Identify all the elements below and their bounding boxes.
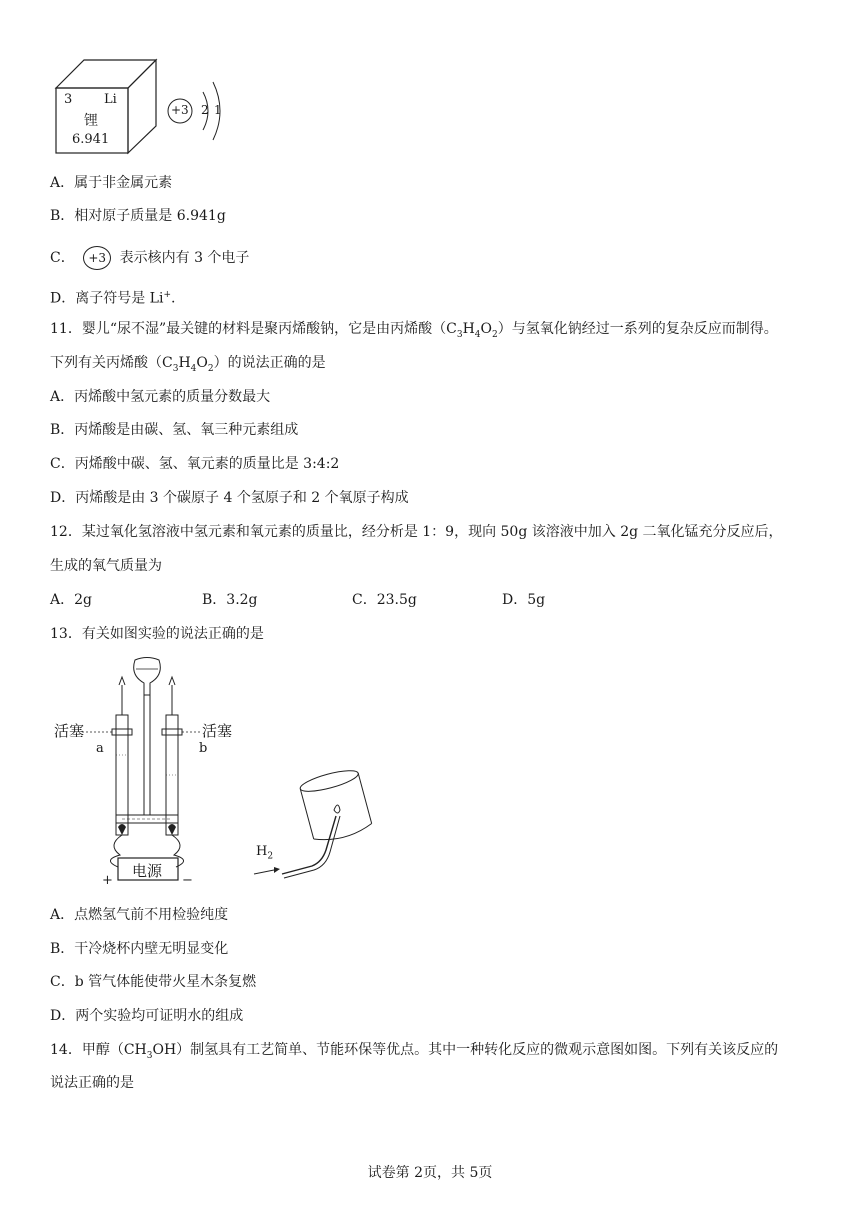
q13-option-b: B．干冷烧杯内壁无明显变化 — [50, 941, 229, 957]
q13-option-c: C．b 管气体能使带火星木条复燃 — [50, 974, 257, 990]
q14-sub: 3 — [146, 1050, 153, 1061]
element-name: 锂 — [84, 113, 98, 129]
q10-option-c — [50, 246, 249, 270]
q11-text: 下列有关丙烯酸（C — [50, 355, 173, 371]
q11-sub: 3 — [456, 329, 463, 340]
q11-sub: 3 — [172, 363, 179, 374]
element-atomic-number: 3 — [64, 92, 73, 107]
q10-option-d — [50, 286, 175, 308]
q11-text: ）的说法正确的是 — [213, 355, 326, 371]
q11-option-c: C．丙烯酸中碳、氢、氧元素的质量比是 3:4:2 — [50, 456, 340, 472]
q14-stem-line2: 说法正确的是 — [50, 1075, 134, 1091]
label-tube-b: b — [199, 741, 208, 756]
q11-sub: 2 — [492, 329, 498, 340]
nucleus-circle-icon: +3 — [83, 246, 111, 270]
q10-option-d-text: D．离子符号是 Li — [50, 290, 164, 307]
page-footer: 试卷第 2页，共 5页 — [367, 1165, 493, 1181]
q11-option-d: D．丙烯酸是由 3 个碳原子 4 个氢原子和 2 个氧原子构成 — [50, 490, 409, 506]
q12-option-c: C．23.5g — [352, 592, 417, 608]
q12-stem-line2: 生成的氧气质量为 — [50, 558, 162, 574]
q14-stem-line1 — [50, 1041, 778, 1065]
element-symbol: Li — [104, 92, 117, 107]
q11-sub: 2 — [207, 363, 214, 374]
q10-option-c-prefix: C． — [50, 250, 75, 266]
q13-option-a: A．点燃氢气前不用检验纯度 — [50, 907, 229, 923]
q11-option-a: A．丙烯酸中氢元素的质量分数最大 — [50, 389, 271, 405]
electrolysis-apparatus-drawing — [52, 655, 252, 890]
label-power-source: 电源 — [132, 862, 163, 880]
q13-stem: 13．有关如图实验的说法正确的是 — [50, 626, 264, 642]
q14-text: 14．甲醇（CH — [50, 1042, 147, 1058]
beaker-drawing — [252, 770, 382, 880]
label-hydrogen-sub: 2 — [267, 851, 274, 862]
q10-option-d-sup: + — [163, 290, 171, 300]
atom-structure-diagram — [165, 70, 235, 150]
q10-option-c-text: 表示核内有 3 个电子 — [119, 250, 250, 266]
element-card-figure — [54, 58, 159, 155]
q11-text: O — [196, 355, 208, 371]
nucleus-charge: +3 — [171, 103, 189, 117]
q11-sub: 4 — [190, 363, 197, 374]
q11-text: O — [480, 321, 493, 337]
q11-text: H — [462, 321, 475, 337]
label-stopcock-left: 活塞 — [54, 722, 85, 740]
q11-sub: 4 — [474, 329, 481, 340]
q12-stem-line1: 12．某过氧化氢溶液中氢元素和氧元素的质量比，经分析是 1：9，现向 50g 该溶液中加入 2g 二氧化锰充分反应后， — [50, 524, 783, 540]
hydrogen-burning-figure — [252, 770, 382, 880]
label-negative: − — [182, 873, 193, 888]
q11-stem-line1 — [50, 320, 778, 344]
q10-option-b: B．相对原子质量是 6.941g — [50, 208, 226, 224]
q11-text: H — [178, 355, 191, 371]
electrolysis-apparatus-figure — [52, 655, 252, 890]
q13-option-d: D．两个实验均可证明水的组成 — [50, 1008, 244, 1024]
shell-1-electrons: 2 — [201, 103, 209, 117]
shell-2-electrons: 1 — [214, 103, 222, 117]
label-hydrogen — [256, 844, 273, 862]
label-tube-a: a — [96, 741, 104, 756]
q14-text: OH）制氢具有工艺简单、节能环保等优点。其中一种转化反应的微观示意图如图。下列有关该反应的 — [152, 1042, 779, 1058]
q11-stem-line2 — [50, 354, 326, 378]
q12-option-d: D．5g — [502, 592, 546, 608]
q11-text: 11．婴儿“尿不湿”最关键的材料是聚丙烯酸钠，它是由丙烯酸（C — [50, 321, 457, 337]
label-hydrogen-symbol: H — [256, 844, 268, 859]
element-mass: 6.941 — [72, 132, 110, 147]
q10-option-a: A．属于非金属元素 — [50, 175, 173, 191]
q10-option-d-period: . — [171, 290, 176, 307]
q12-option-a: A．2g — [50, 592, 92, 608]
q12-option-b: B．3.2g — [202, 592, 258, 608]
label-positive: + — [102, 873, 113, 888]
label-stopcock-right: 活塞 — [202, 722, 233, 740]
q11-text: ）与氢氧化钠经过一系列的复杂反应而制得。 — [497, 321, 778, 337]
q11-option-b: B．丙烯酸是由碳、氢、氧三种元素组成 — [50, 422, 299, 438]
